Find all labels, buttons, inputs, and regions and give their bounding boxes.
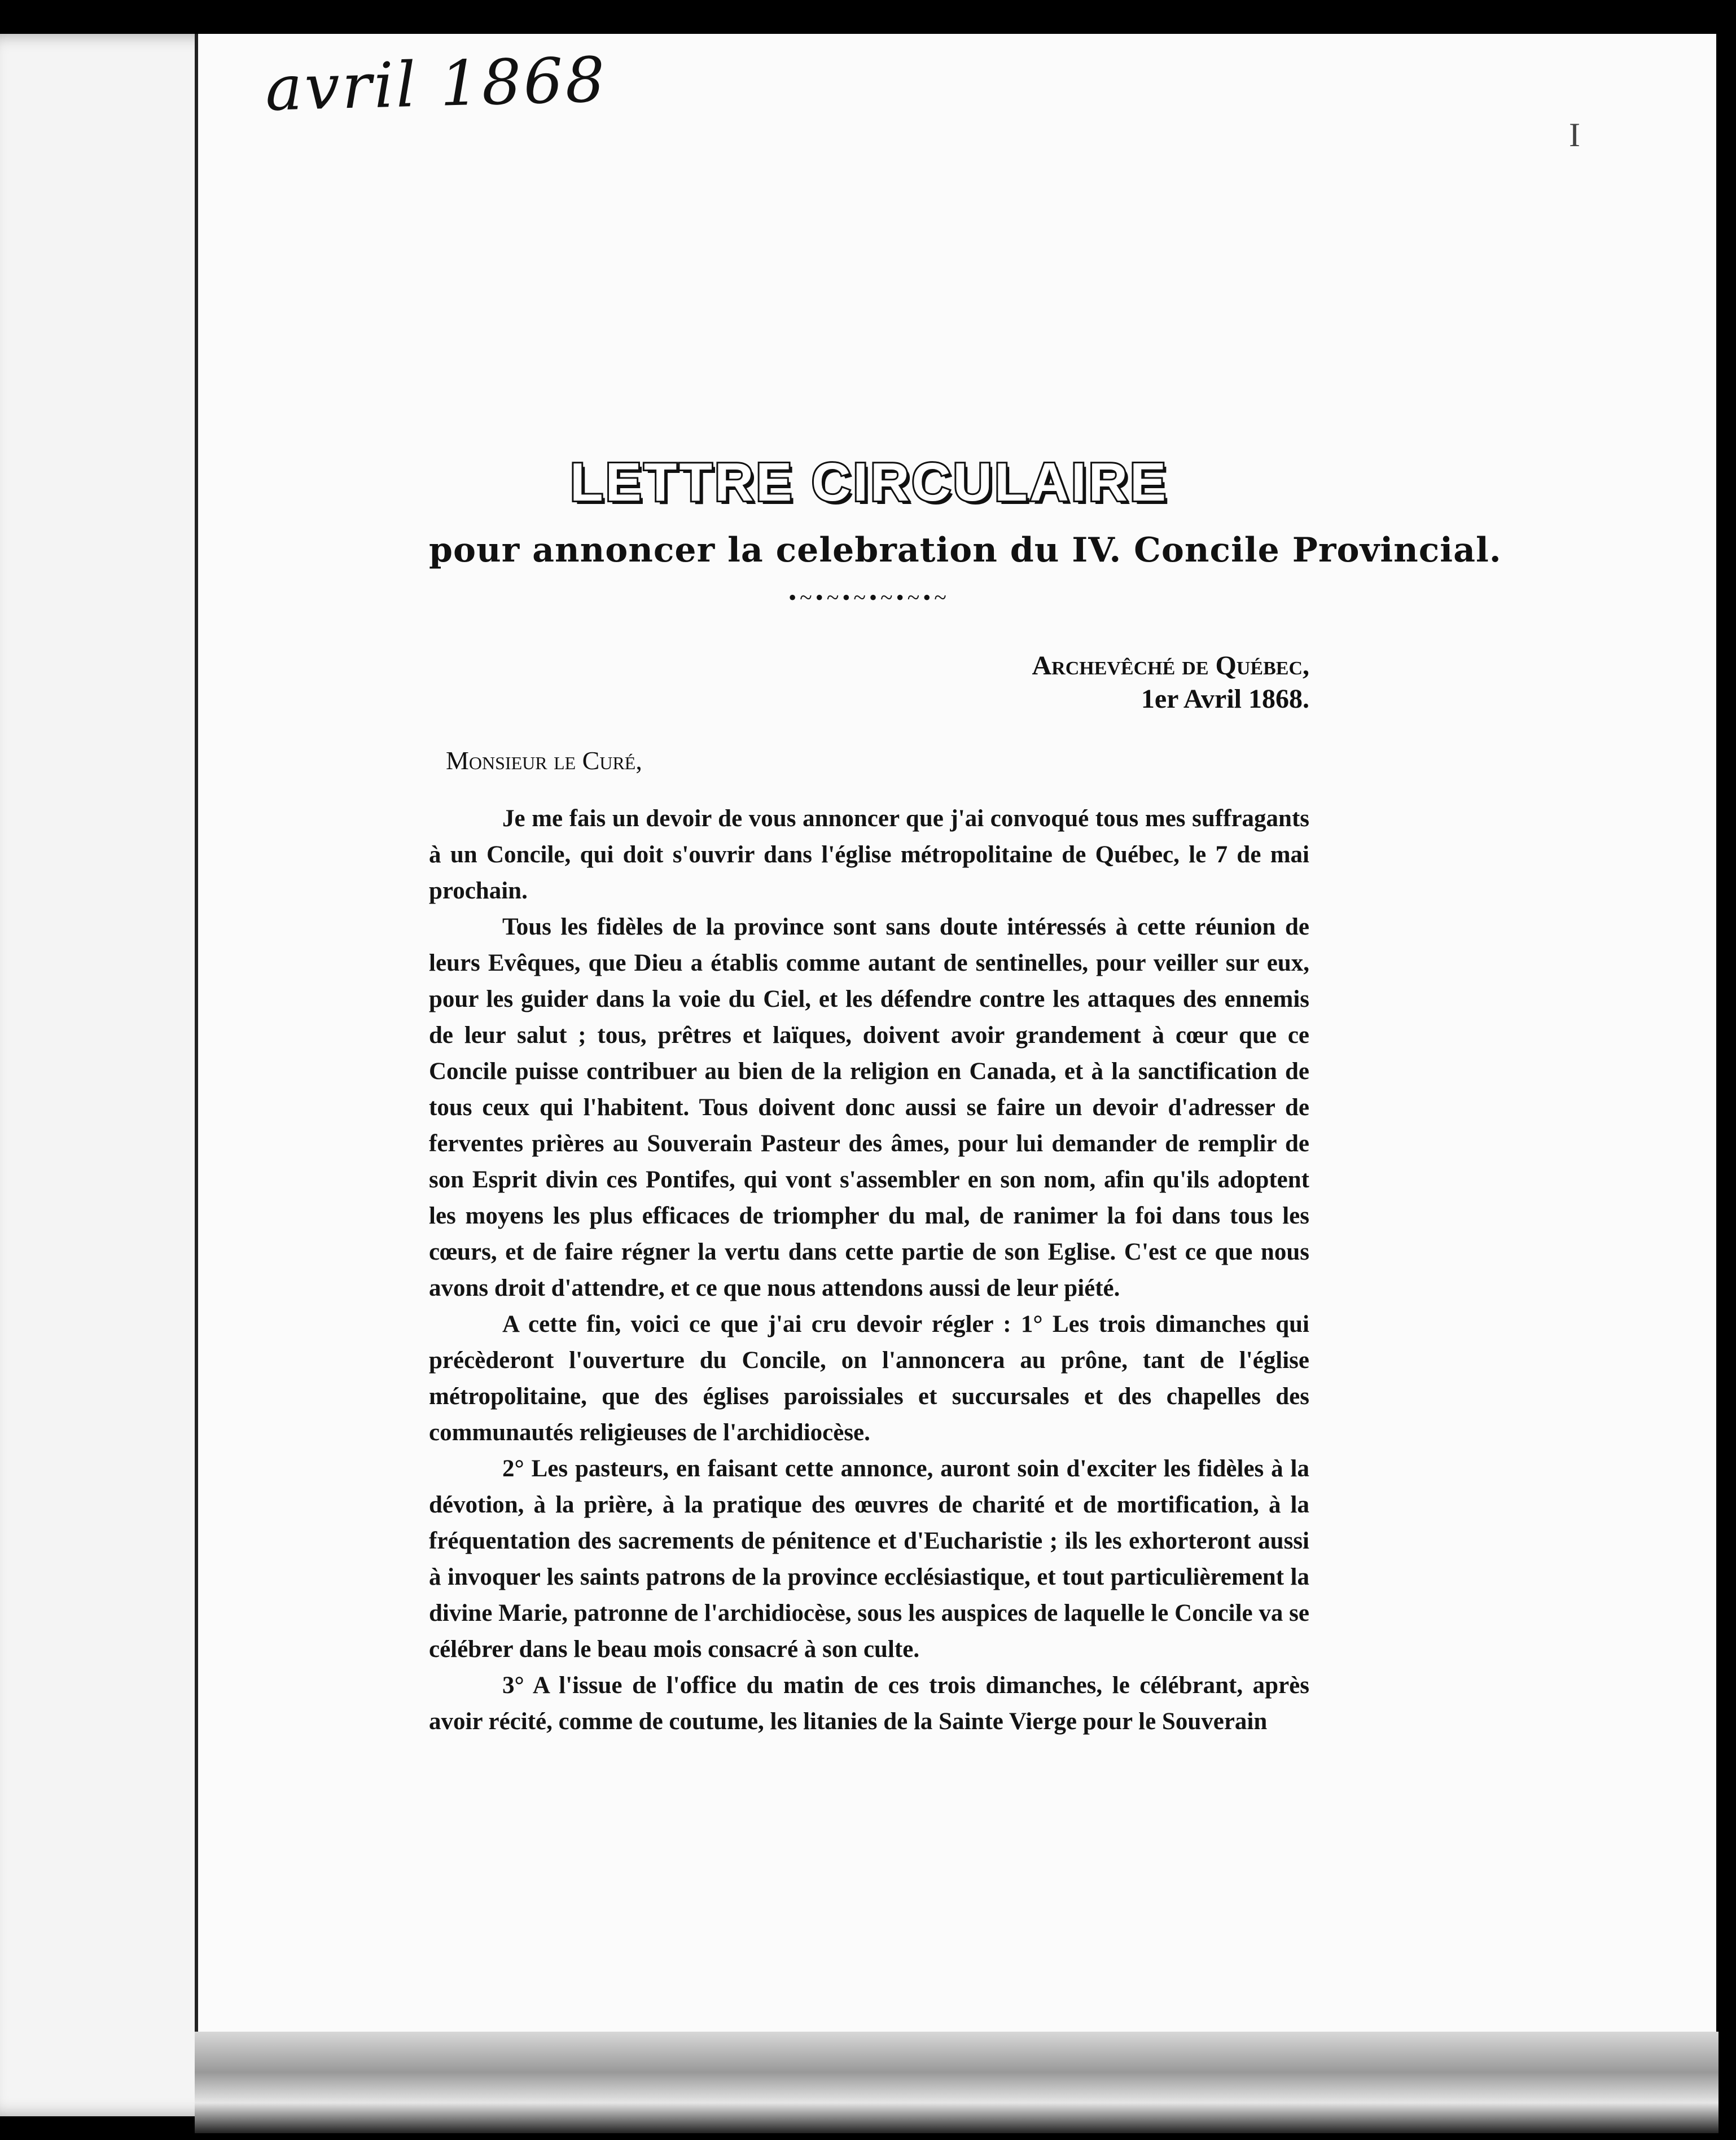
paragraph: Tous les fidèles de la province sont sans doute intéressés à cette réunion de leurs Evêques, que Dieu a établis comme autant de sentinelles, pour veiller sur eux, pour les guider dans la voie du Ciel, et les défendre contre les attaques des ennemis de leur salut ; tous, prêtres et laïques, doivent avoir grandement à cœur que ce Concile puisse contribuer au bien de la religion en Canada, et à la sanctification de tous ceux qui l'habitent. Tous doivent donc aussi se faire un devoir d'adresser de ferventes prières au Souverain Pasteur des âmes, pour lui demander de remplir de son Esprit divin ces Pontifes, qui vont s'assembler en son nom, afin qu'ils adoptent les moyens les plus efficaces de triompher du mal, de ranimer la foi dans tous les cœurs, et de faire régner la vertu dans cette partie de son Eglise. C'est ce que nous avons droit d'attendre, et ce que nous attendons aussi de leur piété. (429, 914, 1309, 1301)
circular-letter (429, 451, 1502, 1740)
handwritten-date-note: avril 1868 (264, 43, 608, 125)
paragraph: 2° Les pasteurs, en faisant cette annonce, auront soin d'exciter les fidèles à la dévotion, à la prière, à la pratique des œuvres de charité et de mortification, à la fréquentation des sacrements de pénitence et d'Eucharistie ; ils les exhorteront aussi à invoquer les saints patrons de la province ecclésiastique, et tout particulièrement la divine Marie, patronne de l'archidiocèse, sous les auspices de laquelle le Concile va se célébrer dans le beau mois consacré à son culte. (429, 1455, 1309, 1663)
letter-title: LETTRE CIRCULAIRE (570, 452, 1168, 512)
letter-date: 1er Avril 1868. (1141, 684, 1309, 714)
ornament-divider: •~•~•~•~•~•~ (788, 585, 950, 610)
film-border-top (0, 0, 1736, 34)
letter-place: Archevêché de Québec, (1032, 651, 1309, 681)
paragraph: A cette fin, voici ce que j'ai cru devoir régler : 1° Les trois dimanches qui précèderont l'ouverture du Concile, on l'annoncera au prône, tant de l'église métropolitaine, que des églises paroissiales et succursales et des chapelles des communautés religieuses de l'archidiocèse. (429, 1311, 1309, 1446)
paragraph: 3° A l'issue de l'office du matin de ces trois dimanches, le célébrant, après avoir récité, comme de coutume, les litanies de la Sainte Vierge pour le Souverain (429, 1672, 1309, 1735)
corner-mark: I (1569, 116, 1580, 154)
letter-subtitle: pour annoncer la celebration du IV. Concile Provincial. (429, 530, 1502, 570)
paragraph: Je me fais un devoir de vous annoncer que j'ai convoqué tous mes suffragants à un Concile, qui doit s'ouvrir dans l'église métropolitaine de Québec, le 7 de mai prochain. (429, 805, 1309, 904)
page-bottom-edge (195, 2032, 1719, 2133)
letter-salutation: Monsieur le Curé, (446, 746, 642, 775)
